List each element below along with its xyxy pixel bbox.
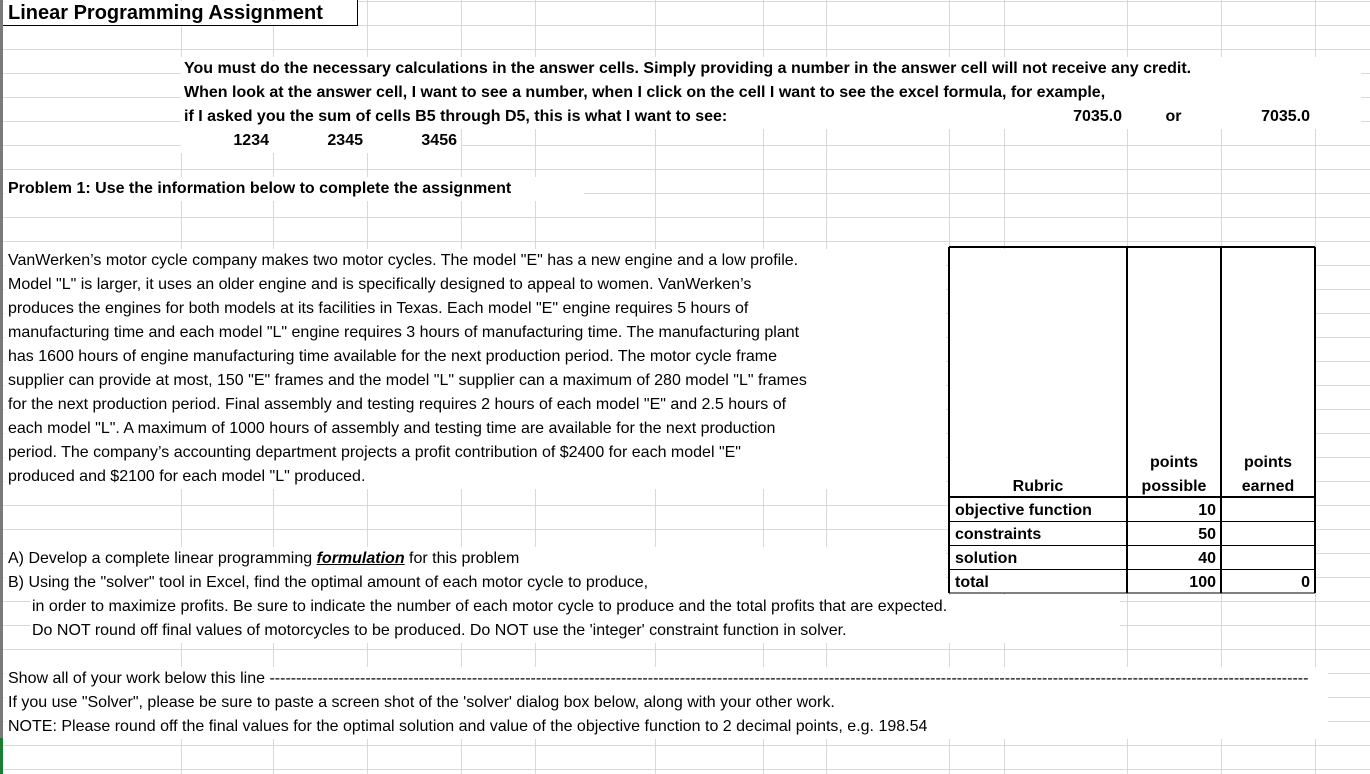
task-b-line-3[interactable]: Do NOT round off final values of motorcycles to be produced. Do NOT use the 'integer' constraint function in solver.: [32, 622, 847, 639]
task-a[interactable]: [8, 547, 519, 571]
rubric-row-earned[interactable]: [1222, 523, 1310, 547]
rubric-row-possible[interactable]: 10: [1198, 502, 1216, 519]
problem-text-line: produces the engines for both models at its facilities in Texas. Each model "E" engine requires 5 hours of: [8, 300, 749, 317]
row-header-edge: [0, 0, 3, 774]
work-line-1[interactable]: Show all of your work below this line ---------------------------------------------------------------------------------------------------------------------------------------------------------------------------------------------------: [8, 670, 1309, 687]
rubric-row-label[interactable]: solution: [955, 550, 1018, 567]
work-line-3[interactable]: NOTE: Please round off the final values for the optimal solution and value of the objective function to 2 decimal points, e.g. 198.54: [8, 718, 928, 735]
rubric-row-earned[interactable]: [1222, 499, 1310, 523]
problem-text-line: for the next production period. Final assembly and testing requires 2 hours of each model "E" and 2.5 hours of: [8, 396, 787, 413]
problem-text-line: VanWerken’s motor cycle company makes two motor cycles. The model "E" has a new engine and a low profile.: [8, 252, 799, 269]
problem-text-line: period. The company’s accounting department projects a profit contribution of $2400 for each model "E": [8, 444, 741, 461]
active-row-indicator: [0, 738, 3, 774]
example-sum-alt-cell[interactable]: 7035.0: [1261, 108, 1310, 125]
cell-d5[interactable]: 3456: [421, 132, 457, 149]
problem-text-line: manufacturing time and each model "L" engine requires 3 hours of manufacturing time. The manufacturing plant: [8, 324, 800, 341]
task-a-suffix: for this problem: [404, 550, 520, 567]
problem-text-line: has 1600 hours of engine manufacturing time available for the next production period. The motor cycle frame: [8, 348, 778, 365]
instruction-line-2[interactable]: When look at the answer cell, I want to see a number, when I click on the cell I want to see the excel formula, for example,: [184, 84, 1106, 101]
points-earned-header-1: points: [1244, 454, 1292, 471]
rubric-row-possible[interactable]: 50: [1198, 526, 1216, 543]
task-a-emphasis: formulation: [316, 550, 405, 567]
rubric-row-label[interactable]: total: [955, 574, 989, 591]
rubric-header: Rubric: [1012, 478, 1064, 495]
problem-text-line: supplier can provide at most, 150 "E" frames and the model "L" supplier can a maximum of 280 model "L" frames: [8, 372, 807, 389]
rubric-row-label[interactable]: objective function: [955, 502, 1092, 519]
problem-heading[interactable]: Problem 1: Use the information below to complete the assignment: [8, 180, 512, 197]
instruction-line-3[interactable]: if I asked you the sum of cells B5 through D5, this is what I want to see:: [184, 108, 728, 125]
rubric-row-possible[interactable]: 40: [1198, 550, 1216, 567]
problem-text-line: produced and $2100 for each model "L" produced.: [8, 468, 366, 485]
points-possible-header-2: possible: [1141, 478, 1207, 495]
problem-text-line: each model "L". A maximum of 1000 hours of assembly and testing time are available for the next production: [8, 420, 776, 437]
cell-b5[interactable]: 1234: [233, 132, 269, 149]
rubric-row-earned[interactable]: [1222, 547, 1310, 571]
points-earned-header-2: earned: [1241, 478, 1295, 495]
rubric-row-earned[interactable]: 0: [1301, 574, 1310, 591]
points-possible-header-1: points: [1150, 454, 1198, 471]
instruction-line-1[interactable]: You must do the necessary calculations in the answer cells. Simply providing a number in the answer cell will not receive any credit.: [184, 60, 1192, 77]
rubric-row-label[interactable]: constraints: [955, 526, 1042, 543]
cell-c5[interactable]: 2345: [327, 132, 363, 149]
sheet-title[interactable]: Linear Programming Assignment: [8, 2, 323, 24]
or-label: or: [1165, 108, 1182, 125]
rubric-row-possible[interactable]: 100: [1189, 574, 1216, 591]
task-a-prefix: A) Develop a complete linear programming: [8, 550, 317, 567]
example-sum-cell[interactable]: 7035.0: [1073, 108, 1122, 125]
task-b-line-1[interactable]: B) Using the "solver" tool in Excel, find the optimal amount of each motor cycle to produce,: [8, 574, 649, 591]
problem-text-line: Model "L" is larger, it uses an older engine and is specifically designed to appeal to women. VanWerken’s: [8, 276, 752, 293]
work-line-2[interactable]: If you use "Solver", please be sure to paste a screen shot of the 'solver' dialog box below, along with your other work.: [8, 694, 835, 711]
task-b-line-2[interactable]: in order to maximize profits. Be sure to indicate the number of each motor cycle to produce and the total profits that are expected.: [32, 598, 948, 615]
